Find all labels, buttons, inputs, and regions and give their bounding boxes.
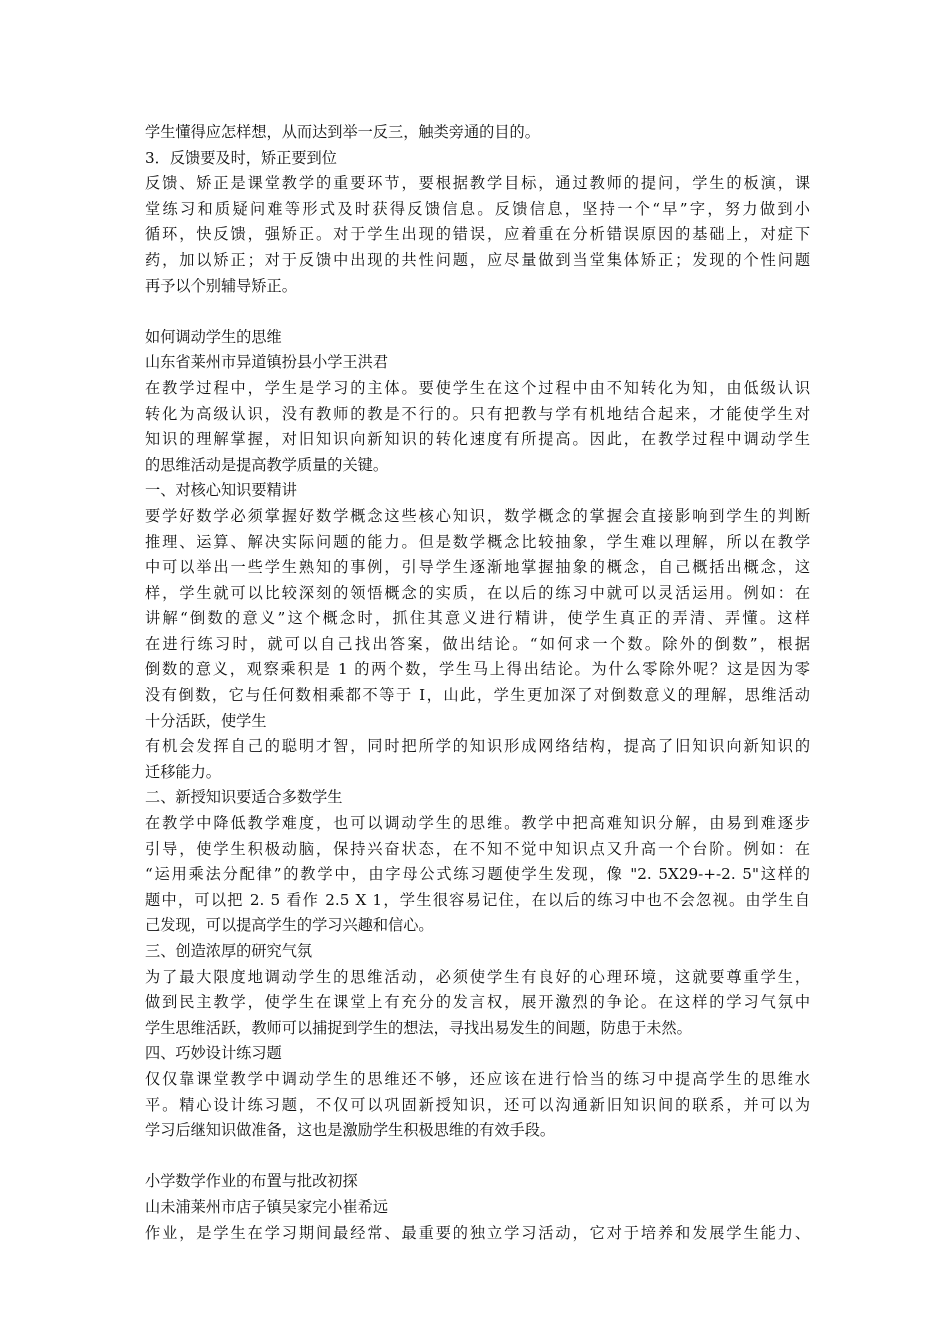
text-line: 有机会发挥自己的聪明才智，同时把所学的知识形成网络结构，提高了旧知识向新知识的	[145, 737, 810, 756]
text-line: 中可以举出一些学生熟知的事例，引导学生逐渐地掌握抽象的概念，自己概括出概念，这	[145, 558, 810, 577]
text-line: 的思维活动是提高教学质量的关键。	[145, 455, 388, 474]
article-title: 小学数学作业的布置与批改初探	[145, 1172, 358, 1191]
paragraph-gap	[145, 299, 810, 325]
text-line: 己发现，可以提高学生的学习兴趣和信心。	[145, 916, 434, 935]
text-line: 学生思维活跃，教师可以捕捉到学生的想法，寻找出易发生的间题，防患于未然。	[145, 1018, 692, 1037]
text-line: 做到民主教学，使学生在课堂上有充分的发言权，展开激烈的争论。在这样的学习气氛中	[145, 993, 810, 1012]
text-line: 迁移能力。	[145, 762, 221, 781]
text-line: 讲解“倒数的意义”这个概念时，抓住其意义进行精讲，使学生真正的弄清、弄懂。这样	[145, 609, 810, 628]
text-line: 仅仅靠课堂教学中调动学生的思维还不够，还应该在进行恰当的练习中提高学生的思维水	[145, 1069, 810, 1088]
text-line: 循环，快反馈，强矫正。对于学生出现的错误，应着重在分析错误原因的基础上，对症下	[145, 225, 810, 244]
text-line: 堂练习和质疑问难等形式及时获得反馈信息。反馈信息，坚持一个“早”字，努力做到小	[145, 199, 810, 218]
text-line: “运用乘法分配律”的教学中，由字母公式练习题使学生发现，像 "2. 5X29-+-2. 5"这样的	[145, 865, 810, 884]
text-line: 为了最大限度地调动学生的思维活动，必须使学生有良好的心理环境，这就要尊重学生，	[145, 967, 810, 986]
article-title: 如何调动学生的思维	[145, 327, 282, 346]
text-line: 在教学过程中，学生是学习的主体。要使学生在这个过程中由不知转化为知，由低级认识	[145, 378, 810, 397]
section-heading: 一、对核心知识要精讲	[145, 481, 297, 500]
text-line: 学习后继知识做准备，这也是激励学生积极思维的有效手段。	[145, 1121, 556, 1140]
section-heading: 四、巧妙设计练习题	[145, 1044, 282, 1063]
article-author: 山未浦莱州市店子镇吴家完小崔希远	[145, 1197, 388, 1216]
text-line: 样，学生就可以比较深刻的领悟概念的实质，在以后的练习中就可以灵活运用。例如：在	[145, 583, 810, 602]
text-line: 反馈、矫正是课堂教学的重要环节，要根据教学目标，通过教师的提问，学生的板演，课	[145, 174, 810, 193]
text-line: 知识的理解掌握，对旧知识向新知识的转化速度有所提高。因此，在教学过程中调动学生	[145, 430, 810, 449]
subheading: 3．反馈要及时，矫正要到位	[145, 148, 337, 167]
text-line: 十分活跃，使学生	[145, 711, 267, 730]
text-line: 药，加以矫正；对于反馈中出现的共性问题，应尽量做到当堂集体矫正；发现的个性问题	[145, 250, 810, 269]
section-heading: 三、创造浓厚的研究气氛	[145, 942, 313, 960]
text-line: 题中，可以把 2. 5 看作 2.5 X 1，学生很容易记住，在以后的练习中也不会忽视。由学生自	[145, 890, 810, 909]
text-line: 在教学中降低教学难度，也可以调动学生的思维。教学中把高难知识分解，由易到难逐步	[145, 814, 810, 833]
text-line: 推理、运算、解决实际问题的能力。但是数学概念比较抽象，学生难以理解，所以在教学	[145, 532, 810, 551]
text-line: 平。精心设计练习题，不仅可以巩固新授知识，还可以沟通新旧知识间的联系，并可以为	[145, 1095, 810, 1114]
text-line: 转化为高级认识，没有教师的教是不行的。只有把教与学有机地结合起来，才能使学生对	[145, 404, 810, 423]
text-line: 学生懂得应怎样想，从而达到举一反三，触类旁通的目的。	[145, 123, 540, 141]
paragraph-gap	[145, 1144, 810, 1170]
text-line: 要学好数学必须掌握好数学概念这些核心知识，数学概念的掌握会直接影响到学生的判断	[145, 506, 810, 525]
section-heading: 二、新授知识要适合多数学生	[145, 788, 343, 807]
text-line: 没有倒数，它与任何数相乘都不等于 I，山此，学生更加深了对倒数意义的理解，思维活动	[145, 686, 810, 705]
text-line: 倒数的意义，观察乘积是 1 的两个数，学生马上得出结论。为什么零除外呢？这是因为零	[145, 660, 810, 679]
text-line: 引导，使学生积极动脑，保持兴奋状态，在不知不觉中知识点又升高一个台阶。例如：在	[145, 839, 810, 858]
text-line: 在进行练习时，就可以自己找出答案，做出结论。“如何求一个数。除外的倒数”，根据	[145, 634, 810, 653]
text-line: 再予以个别辅导矫正。	[145, 276, 297, 295]
text-line: 作业，是学生在学习期间最经常、最重要的独立学习活动，它对于培养和发展学生能力、	[145, 1223, 810, 1242]
article-author: 山东省莱州市异道镇扮县小学王洪君	[145, 353, 388, 372]
